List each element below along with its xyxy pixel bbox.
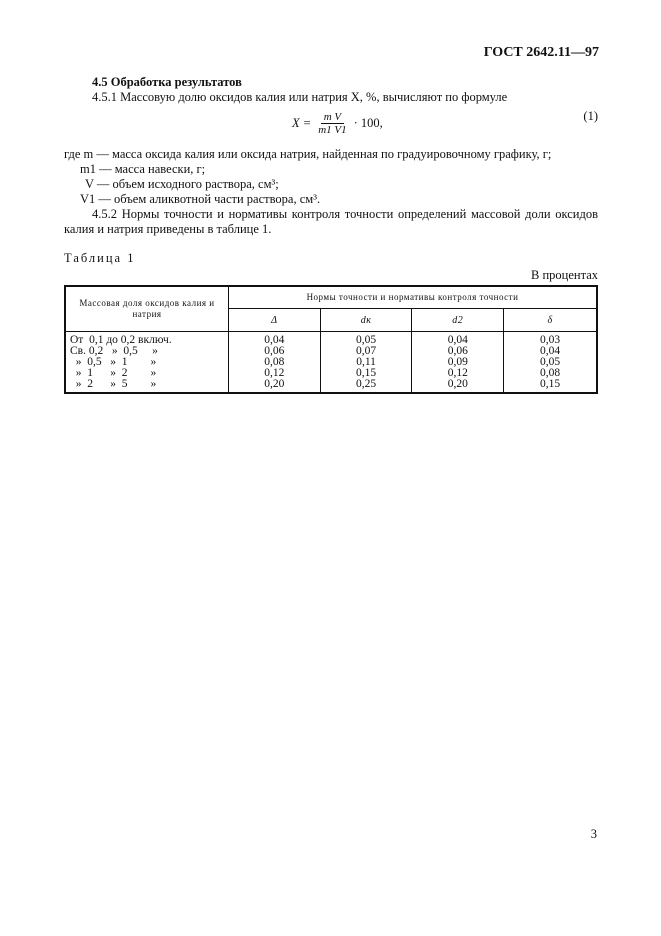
cell-value: 0,06 — [229, 346, 321, 357]
definition-m: где m — масса оксида калия или оксида натрия, найденная по градуировочному графику, г; — [64, 147, 552, 161]
row-range: » 2 » 5 » — [70, 378, 157, 390]
cell-value: 0,15 — [504, 379, 597, 393]
row-range: » 1 » 2 » — [70, 367, 157, 379]
cell-value: 0,06 — [412, 346, 504, 357]
row-range: От 0,1 до 0,2 включ. — [70, 334, 172, 346]
cell-value: 0,25 — [320, 379, 412, 393]
cell-value: 0,05 — [504, 357, 597, 368]
cell-value: 0,08 — [504, 368, 597, 379]
table-caption: Таблица 1 — [64, 251, 136, 265]
norms-table — [64, 285, 598, 394]
definition-m1: m1 — масса навески, г; — [80, 162, 206, 176]
content — [64, 75, 598, 394]
formula-lhs: X = — [292, 116, 312, 130]
cell-value: 0,05 — [320, 332, 412, 347]
paragraph-4-5-1: 4.5.1 Массовую долю оксидов калия или натрия X, %, вычисляют по формуле — [92, 90, 508, 104]
table-row — [65, 379, 597, 393]
cell-value: 0,12 — [229, 368, 321, 379]
cell-value: 0,20 — [412, 379, 504, 393]
column-header-mass-fraction: Массовая доля оксидов калия и натрия — [65, 286, 229, 332]
subcolumn-d2: d2 — [412, 309, 504, 332]
cell-value: 0,12 — [412, 368, 504, 379]
cell-value: 0,04 — [412, 332, 504, 347]
table-row — [65, 332, 597, 347]
cell-value: 0,04 — [504, 346, 597, 357]
cell-value: 0,20 — [229, 379, 321, 393]
cell-value: 0,07 — [320, 346, 412, 357]
formula-rest: · 100, — [353, 116, 383, 130]
table-units: В процентах — [531, 268, 598, 282]
definition-v1: V1 — объем аликвотной части раствора, см³. — [80, 192, 321, 206]
equation-number: (1) — [583, 109, 598, 123]
row-range: » 0,5 » 1 » — [70, 356, 157, 368]
formula-denominator: m1 V1 — [318, 124, 347, 136]
formula — [292, 111, 383, 136]
cell-value: 0,03 — [504, 332, 597, 347]
definition-v: V — объем исходного раствора, см³; — [85, 177, 279, 191]
row-range: Св. 0,2 » 0,5 » — [70, 345, 158, 357]
cell-value: 0,09 — [412, 357, 504, 368]
cell-value: 0,08 — [229, 357, 321, 368]
formula-row — [64, 107, 598, 143]
section-heading: 4.5 Обработка результатов — [92, 75, 242, 89]
paragraph-4-5-2: 4.5.2 Нормы точности и нормативы контроля точности определений массовой доли оксидов калия и натрия приведены в таблице 1. — [64, 207, 598, 236]
definitions — [64, 147, 598, 207]
standard-code: ГОСТ 2642.11—97 — [483, 45, 599, 60]
formula-numerator: m V — [321, 111, 344, 124]
subcolumn-delta: Δ — [229, 309, 321, 332]
formula-fraction — [315, 111, 349, 136]
subcolumn-small-delta: δ — [504, 309, 597, 332]
cell-value: 0,15 — [320, 368, 412, 379]
cell-value: 0,11 — [320, 357, 412, 368]
page-number: 3 — [590, 827, 597, 841]
subcolumn-dk: dк — [320, 309, 412, 332]
column-group-header: Нормы точности и нормативы контроля точности — [229, 286, 598, 309]
cell-value: 0,04 — [229, 332, 321, 347]
